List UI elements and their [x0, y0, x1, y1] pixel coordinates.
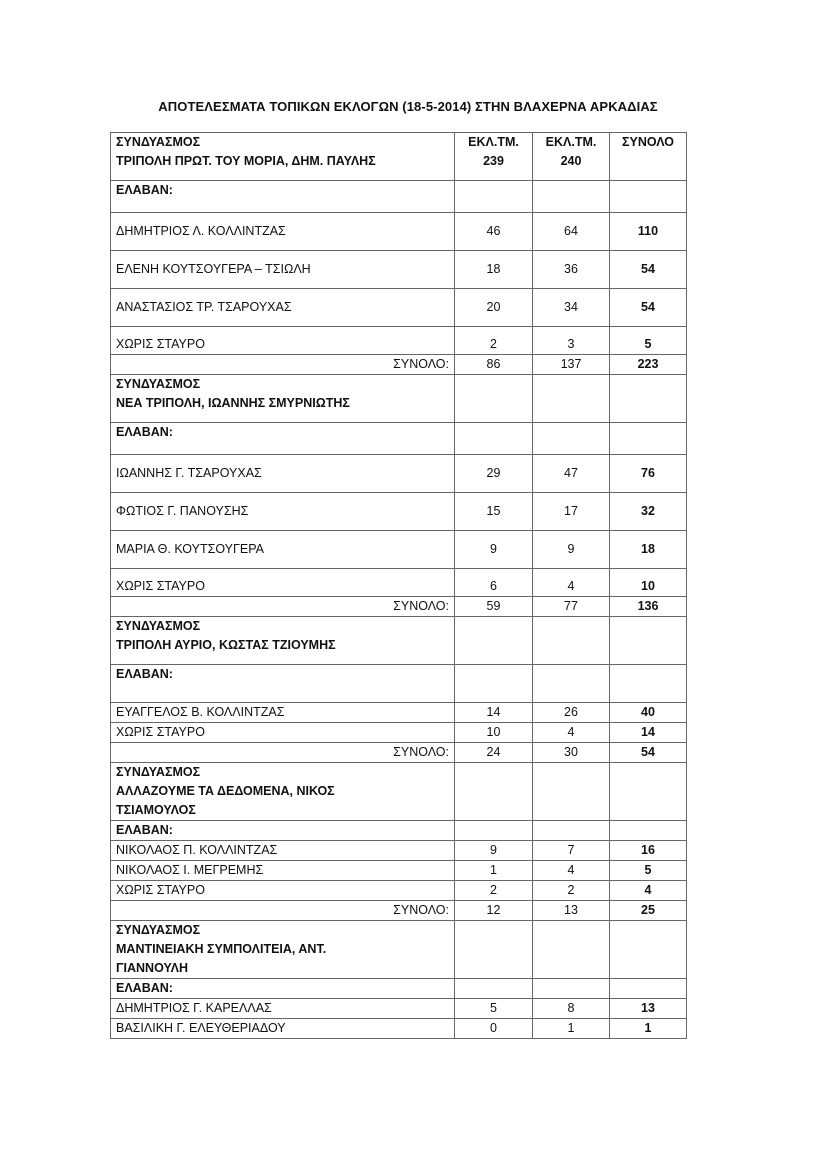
- received-label: ΕΛΑΒΑΝ:: [111, 979, 455, 999]
- combo-row: [111, 763, 687, 821]
- candidate-name: ΔΗΜΗΤΡΙΟΣ Λ. ΚΟΛΛΙΝΤΖΑΣ: [111, 213, 455, 251]
- received-label: ΕΛΑΒΑΝ:: [111, 821, 455, 841]
- table-row: [111, 569, 687, 597]
- votes-239: 6: [455, 569, 533, 597]
- candidate-name: ΜΑΡΙΑ Θ. ΚΟΥΤΣΟΥΓΕΡΑ: [111, 531, 455, 569]
- votes-total: 4: [610, 881, 687, 901]
- combo-label: ΣΥΝΔΥΑΣΜΟΣ: [116, 619, 201, 633]
- column-header-label: ΕΚΛ.ΤΜ.: [545, 135, 597, 149]
- votes-239: 20: [455, 289, 533, 327]
- votes-total: 76: [610, 455, 687, 493]
- votes-total: 32: [610, 493, 687, 531]
- candidate-name: ΧΩΡΙΣ ΣΤΑΥΡΟ: [111, 881, 455, 901]
- candidate-name: ΧΩΡΙΣ ΣΤΑΥΡΟ: [111, 723, 455, 743]
- votes-240: 47: [533, 455, 610, 493]
- candidate-name: ΑΝΑΣΤΑΣΙΟΣ ΤΡ. ΤΣΑΡΟΥΧΑΣ: [111, 289, 455, 327]
- votes-240: 8: [533, 999, 610, 1019]
- received-label: ΕΛΑΒΑΝ:: [111, 181, 455, 213]
- votes-239: 0: [455, 1019, 533, 1039]
- combo-cell: [111, 375, 455, 423]
- total-239: 86: [455, 355, 533, 375]
- votes-total: 40: [610, 703, 687, 723]
- received-row: [111, 821, 687, 841]
- votes-240: 4: [533, 861, 610, 881]
- votes-240: 3: [533, 327, 610, 355]
- votes-total: 5: [610, 327, 687, 355]
- votes-240: 4: [533, 569, 610, 597]
- total-label: ΣΥΝΟΛΟ:: [111, 355, 455, 375]
- candidate-name: ΦΩΤΙΟΣ Γ. ΠΑΝΟΥΣΗΣ: [111, 493, 455, 531]
- total-240: 77: [533, 597, 610, 617]
- candidate-name: ΙΩΑΝΝΗΣ Γ. ΤΣΑΡΟΥΧΑΣ: [111, 455, 455, 493]
- grand-total: 54: [610, 743, 687, 763]
- received-label: ΕΛΑΒΑΝ:: [111, 423, 455, 455]
- table-row: [111, 1019, 687, 1039]
- table-row: [111, 455, 687, 493]
- table-row: [111, 881, 687, 901]
- votes-240: 34: [533, 289, 610, 327]
- table-row: [111, 999, 687, 1019]
- total-239: 12: [455, 901, 533, 921]
- column-header-number: 239: [483, 154, 504, 168]
- combo-name: ΤΡΙΠΟΛΗ ΑΥΡΙΟ, ΚΩΣΤΑΣ ΤΖΙΟΥΜΗΣ: [116, 638, 336, 652]
- votes-total: 10: [610, 569, 687, 597]
- table-header-row: [111, 133, 687, 181]
- votes-239: 10: [455, 723, 533, 743]
- received-row: [111, 423, 687, 455]
- total-row: [111, 901, 687, 921]
- candidate-name: ΕΥΑΓΓΕΛΟΣ Β. ΚΟΛΛΙΝΤΖΑΣ: [111, 703, 455, 723]
- votes-239: 1: [455, 861, 533, 881]
- votes-240: 17: [533, 493, 610, 531]
- table-row: [111, 289, 687, 327]
- votes-total: 110: [610, 213, 687, 251]
- column-header-240: [533, 133, 610, 181]
- combo-name-line2: ΤΣΙΑΜΟΥΛΟΣ: [116, 803, 196, 817]
- column-header-number: 240: [560, 154, 582, 168]
- votes-240: 1: [533, 1019, 610, 1039]
- candidate-name: ΔΗΜΗΤΡΙΟΣ Γ. ΚΑΡΕΛΛΑΣ: [111, 999, 455, 1019]
- candidate-name: ΒΑΣΙΛΙΚΗ Γ. ΕΛΕΥΘΕΡΙΑΔΟΥ: [111, 1019, 455, 1039]
- grand-total: 136: [610, 597, 687, 617]
- table-row: [111, 531, 687, 569]
- votes-239: 2: [455, 881, 533, 901]
- total-row: [111, 597, 687, 617]
- votes-total: 16: [610, 841, 687, 861]
- combo-label: ΣΥΝΔΥΑΣΜΟΣ: [116, 923, 201, 937]
- combo-name: ΤΡΙΠΟΛΗ ΠΡΩΤ. ΤΟΥ ΜΟΡΙΑ, ΔΗΜ. ΠΑΥΛΗΣ: [116, 154, 376, 168]
- table-row: [111, 841, 687, 861]
- total-240: 13: [533, 901, 610, 921]
- votes-239: 46: [455, 213, 533, 251]
- votes-240: 26: [533, 703, 610, 723]
- candidate-name: ΕΛΕΝΗ ΚΟΥΤΣΟΥΓΕΡΑ – ΤΣΙΩΛΗ: [111, 251, 455, 289]
- votes-total: 54: [610, 251, 687, 289]
- votes-240: 64: [533, 213, 610, 251]
- column-header-239: [455, 133, 533, 181]
- combo-row: [111, 375, 687, 423]
- results-table: [110, 132, 687, 1039]
- combo-cell: [111, 763, 455, 821]
- combo-cell: [111, 133, 455, 181]
- grand-total: 223: [610, 355, 687, 375]
- candidate-name: ΝΙΚΟΛΑΟΣ Ι. ΜΕΓΡΕΜΗΣ: [111, 861, 455, 881]
- votes-239: 29: [455, 455, 533, 493]
- candidate-name: ΧΩΡΙΣ ΣΤΑΥΡΟ: [111, 327, 455, 355]
- votes-total: 54: [610, 289, 687, 327]
- received-row: [111, 979, 687, 999]
- votes-239: 2: [455, 327, 533, 355]
- votes-total: 14: [610, 723, 687, 743]
- votes-239: 9: [455, 531, 533, 569]
- votes-total: 18: [610, 531, 687, 569]
- combo-cell: [111, 921, 455, 979]
- votes-239: 14: [455, 703, 533, 723]
- total-240: 137: [533, 355, 610, 375]
- total-row: [111, 355, 687, 375]
- table-row: [111, 703, 687, 723]
- votes-240: 2: [533, 881, 610, 901]
- votes-total: 1: [610, 1019, 687, 1039]
- grand-total: 25: [610, 901, 687, 921]
- votes-239: 5: [455, 999, 533, 1019]
- combo-row: [111, 617, 687, 665]
- total-240: 30: [533, 743, 610, 763]
- votes-240: 9: [533, 531, 610, 569]
- received-label: ΕΛΑΒΑΝ:: [111, 665, 455, 703]
- votes-240: 7: [533, 841, 610, 861]
- total-239: 24: [455, 743, 533, 763]
- candidate-name: ΝΙΚΟΛΑΟΣ Π. ΚΟΛΛΙΝΤΖΑΣ: [111, 841, 455, 861]
- total-label: ΣΥΝΟΛΟ:: [111, 597, 455, 617]
- combo-row: [111, 921, 687, 979]
- combo-name-line1: ΜΑΝΤΙΝΕΙΑΚΗ ΣΥΜΠΟΛΙΤΕΙΑ, ΑΝΤ.: [116, 942, 327, 956]
- table-row: [111, 327, 687, 355]
- table-row: [111, 213, 687, 251]
- votes-total: 13: [610, 999, 687, 1019]
- total-239: 59: [455, 597, 533, 617]
- table-row: [111, 251, 687, 289]
- column-header-label: ΕΚΛ.ΤΜ.: [468, 135, 519, 149]
- combo-label: ΣΥΝΔΥΑΣΜΟΣ: [116, 765, 201, 779]
- candidate-name: ΧΩΡΙΣ ΣΤΑΥΡΟ: [111, 569, 455, 597]
- votes-240: 36: [533, 251, 610, 289]
- combo-cell: [111, 617, 455, 665]
- total-row: [111, 743, 687, 763]
- table-row: [111, 493, 687, 531]
- combo-label: ΣΥΝΔΥΑΣΜΟΣ: [116, 135, 201, 149]
- received-row: [111, 665, 687, 703]
- combo-name: ΝΕΑ ΤΡΙΠΟΛΗ, ΙΩΑΝΝΗΣ ΣΜΥΡΝΙΩΤΗΣ: [116, 396, 350, 410]
- column-header-total: ΣΥΝΟΛΟ: [610, 133, 687, 181]
- votes-239: 15: [455, 493, 533, 531]
- votes-239: 9: [455, 841, 533, 861]
- received-row: [111, 181, 687, 213]
- table-row: [111, 723, 687, 743]
- document-title: ΑΠΟΤΕΛΕΣΜΑΤΑ ΤΟΠΙΚΩΝ ΕΚΛΟΓΩΝ (18-5-2014) ΣΤΗΝ ΒΛΑΧΕΡΝΑ ΑΡΚΑΔΙΑΣ: [158, 99, 658, 114]
- votes-239: 18: [455, 251, 533, 289]
- total-label: ΣΥΝΟΛΟ:: [111, 901, 455, 921]
- combo-label: ΣΥΝΔΥΑΣΜΟΣ: [116, 377, 201, 391]
- total-label: ΣΥΝΟΛΟ:: [111, 743, 455, 763]
- combo-name-line1: ΑΛΛΑΖΟΥΜΕ ΤΑ ΔΕΔΟΜΕΝΑ, ΝΙΚΟΣ: [116, 784, 335, 798]
- combo-name-line2: ΓΙΑΝΝΟΥΛΗ: [116, 961, 189, 975]
- table-row: [111, 861, 687, 881]
- votes-240: 4: [533, 723, 610, 743]
- votes-total: 5: [610, 861, 687, 881]
